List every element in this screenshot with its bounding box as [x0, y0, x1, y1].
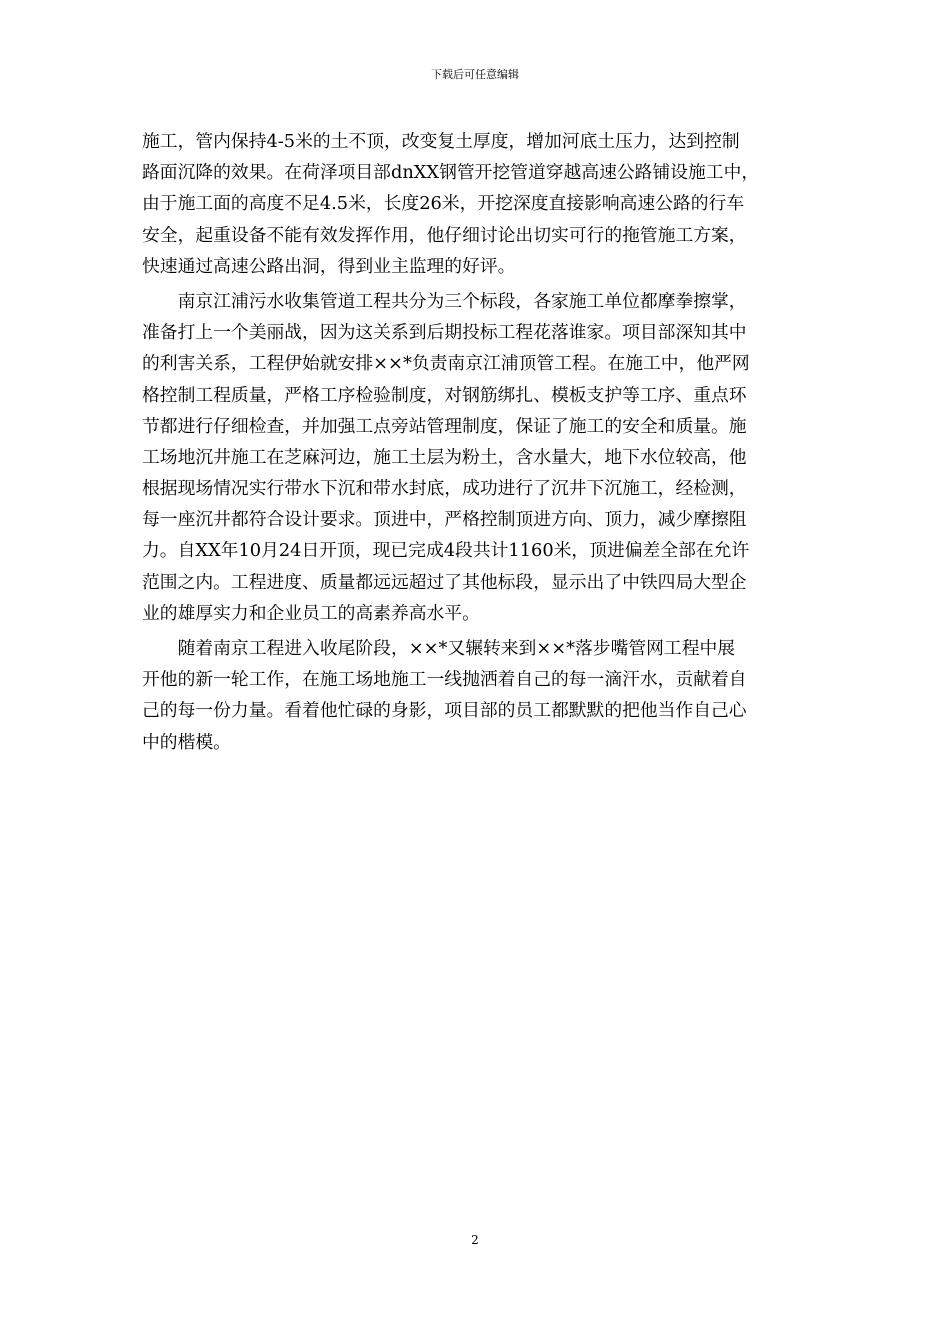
text-line: 快速通过高速公路出洞，得到业主监理的好评。 [142, 255, 516, 277]
text-line: 工场地沉井施工在芝麻河边，施工土层为粉土，含水量大，地下水位较高，他 [142, 446, 747, 468]
text-line: 准备打上一个美丽战，因为这关系到后期投标工程花落谁家。项目部深知其中 [142, 322, 747, 344]
text-line: 随着南京工程进入收尾阶段，××*又辗转来到××*落步嘴管网工程中展 [142, 638, 736, 659]
text-line: 开他的新一轮工作，在施工场地施工一线抛洒着自己的每一滴汗水，贡献着自 [142, 669, 747, 691]
text-line: 由于施工面的高度不足4.5米，长度26米，开挖深度直接影响高速公路的行车 [142, 193, 745, 215]
text-line: 范围之内。工程进度、质量都远远超过了其他标段，显示出了中铁四局大型企 [142, 571, 747, 593]
text-line: 己的每一份力量。看着他忙碌的身影，项目部的员工都默默的把他当作自己心 [142, 700, 747, 722]
text-line: 施工，管内保持4-5米的土不顶，改变复土厚度，增加河底土压力，达到控制 [142, 131, 740, 152]
page-footer [0, 1233, 950, 1247]
document-body [142, 126, 809, 758]
text-line: 中的楷模。 [142, 731, 231, 753]
paragraph-1 [142, 126, 809, 282]
text-line: 业的雄厚实力和企业员工的高素养高水平。 [142, 602, 480, 624]
header-text: 下载后可任意编辑 [431, 68, 519, 81]
text-line: 根据现场情况实行带水下沉和带水封底，成功进行了沉井下沉施工，经检测， [142, 478, 747, 500]
text-line: 安全，起重设备不能有效发挥作用，他仔细讨论出切实可行的拖管施工方案， [142, 224, 747, 246]
paragraph-2 [142, 286, 809, 629]
text-line: 每一座沉井都符合设计要求。顶进中，严格控制顶进方向、顶力，减少摩擦阻 [142, 509, 747, 531]
page-header [0, 68, 950, 82]
page-number: 2 [471, 1233, 479, 1247]
text-line: 节都进行仔细检查，并加强工点旁站管理制度，保证了施工的安全和质量。施 [142, 415, 747, 437]
text-line: 南京江浦污水收集管道工程共分为三个标段，各家施工单位都摩拳擦掌， [142, 290, 747, 312]
text-line: 路面沉降的效果。在荷泽项目部dnXX钢管开挖管道穿越高速公路铺设施工中， [142, 162, 760, 184]
text-line: 格控制工程质量，严格工序检验制度，对钢筋绑扎、模板支护等工序、重点环 [142, 384, 747, 406]
text-line: 的利害关系，工程伊始就安排××*负责南京江浦顶管工程。在施工中，他严网 [142, 353, 750, 375]
paragraph-3 [142, 633, 809, 758]
text-line: 力。自XX年10月24日开顶，现已完成4段共计1160米，顶进偏差全部在允许 [142, 540, 750, 562]
